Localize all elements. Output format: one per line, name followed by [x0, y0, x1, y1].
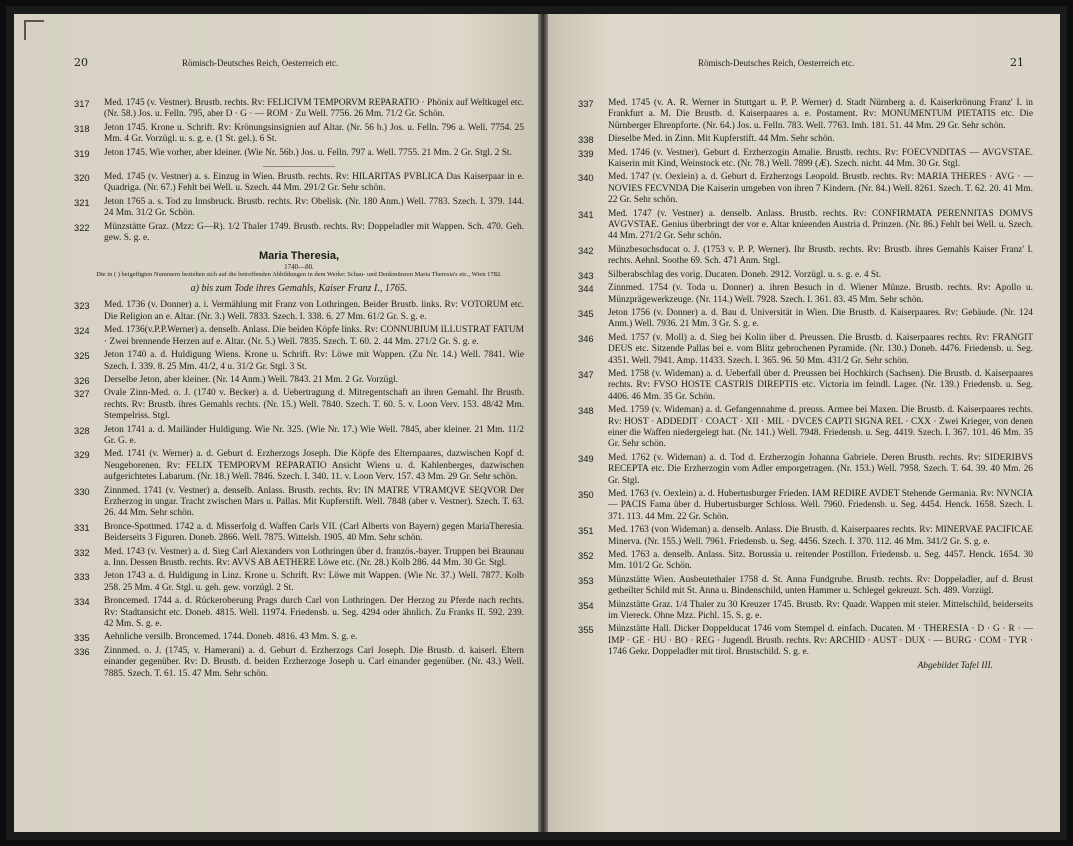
entry-number: 346: [578, 332, 594, 344]
entry-number: 329: [74, 449, 90, 461]
section-title: Maria Theresia,: [258, 250, 340, 263]
entry-number: 351: [578, 525, 594, 537]
entry-text: Bronce-Spottmed. 1742 a. d. Misserfolg d. Waffen Carls VII. (Carl Alberts von Bayern) gegen MariaTheresia. Beiderseits 3 Figuren. Doneb. 2866. Well. 7875. Wittelsb. 1905. 40 Mm. Sehr schön.: [104, 521, 524, 544]
entry-text: Med. 1747 (v. Oexlein) a. d. Geburt d. Erzherzogs Leopold. Brustb. rechts. Rv: MARIA THERES · AVG · — NOVIES FECVNDA Die Kaiserin umgeben von ihren 7 Kindern. (Nr. 84.) Well. 8261. Szech. T. 62. 20. 41 Mm. 22 Gr. Sehr schön.: [608, 172, 1033, 206]
catalog-entry: [578, 134, 1033, 145]
catalog-entry: [74, 172, 524, 195]
entry-text: Med. 1747 (v. Vestner) a. denselb. Anlass. Brustb. rechts. Rv: CONFIRMATA PERENNITAS DOMVS AVGVSTAE. Genius überbringt der vor e. Altar knieenden Austria d. Prinzen. (Nr. 86.) Fehlt bei Well. u. Szech. 44 Mm. 271/2 Gr. Sehr schön.: [608, 208, 1033, 242]
entry-number: 324: [74, 325, 90, 337]
entry-text: Münzstätte Graz. (Mzz: G—R). 1/2 Thaler 1749. Brustb. rechts. Rv: Doppeladler mit Wappen. Sch. 470. Geh. gew. S. g. e.: [104, 221, 524, 244]
catalog-entry: [578, 333, 1033, 367]
left-entries: [74, 98, 524, 682]
entry-number: 348: [578, 405, 594, 417]
entry-text: Med. 1763 (v. Oexlein) a. d. Hubertusburger Frieden. IAM REDIRE AVDET Stehende Germania. Rv: NVNCIA — PACIS Fama über d. Hubertusburger Schloss. Well. 7960. Friedensb. u. Seg. 4454. Henck. 1658. Szech. I. 371. 113. 44 Mm. 22 Gr. Schön.: [608, 489, 1033, 522]
entry-number: 343: [578, 269, 594, 281]
entry-number: 327: [74, 388, 90, 400]
entry-number: 354: [578, 599, 594, 611]
entry-text: Med. 1736 (v. Donner) a. i. Vermählung mit Franz von Lothringen. Beider Brustb. links. Rv: VOTORUM etc. Die Religion an e. Altar. (Nr. 3.) Well. 7833. Szech. I. 338. 6. 27 Mm. 61/2 Gr. S. g. e.: [104, 300, 524, 322]
entry-number: 337: [578, 98, 594, 109]
catalog-entry: [578, 525, 1033, 548]
entry-number: 341: [578, 208, 594, 220]
entry-text: Jeton 1745. Krone u. Schrift. Rv: Krönungsinsignien auf Altar. (Nr. 56 b.) Jos. u. Felln. 796 a. Well. 7754. 25 Mm. 4 Gr. Vorzügl. u. s. g. e. (1 St. gel.). 6 St.: [104, 122, 524, 145]
catalog-entry: [74, 148, 524, 159]
entry-text: Med. 1741 (v. Werner) a. d. Geburt d. Erzherzogs Joseph. Die Köpfe des Elternpaares, dazwischen Kopf d. Neugeborenen. Rv: FELIX TEMPORVM REPARATIO Ansicht Wiens u. d. Kahlenberges, dazwischen aufgerichtetes Labarum. (Nr. 18.) Well. 7846. Szech. I. 340. 11. v. Loon Verv. 157. 43 Mm. 29 Gr. Sehr schön.: [104, 449, 524, 483]
entry-text: Jeton 1745. Wie vorher, aber kleiner. (Wie Nr. 56b.) Jos. u. Felln. 797 a. Well. 7755. 21 Mm. 2 Gr. Stgl. 2 St.: [104, 147, 512, 158]
entry-text: Med. 1757 (v. Moll) a. d. Sieg bei Kolin über d. Preussen. Die Brustb. d. Kaiserpaares rechts. Rv: FRANGIT DEUS etc. Sitzende Pallas bei e. vom Blitz gebrochenen Pyramide. (Nr. 130.) Doneb. 4476. Friedensb. u. Seg. 4351. Well. 7941. Amp. 11433. Szech. I. 365. 96. 50 Mm. 431/2 Gr. Sehr schön.: [608, 332, 1033, 366]
entry-number: 326: [74, 374, 90, 386]
entry-text: Jeton 1740 a. d. Huldigung Wiens. Krone u. Schrift. Rv: Löwe mit Wappen. (Zu Nr. 14.) Well. 7841. Wie Szech. I. 339. 8. 25 Mm. 41/2, 4 u. 31/2 Gr. Stgl. 3 St.: [104, 350, 524, 372]
entry-text: Jeton 1765 a. s. Tod zu Innsbruck. Brustb. rechts. Rv: Obelisk. (Nr. 180 Anm.) Well. 7783. Szech. I. 379. 144. 24 Mm. 31/2 Gr. Schön.: [104, 196, 524, 219]
catalog-entry: [74, 632, 524, 643]
catalog-entry: [578, 369, 1033, 403]
illustration-note: Abgebildet Tafel III.: [917, 660, 993, 671]
section-note: Die in ( ) beigefügten Nummern beziehen sich auf die betreffenden Abbildungen in dem Werke: Schau- und Denkmünzen Maria Theresia's etc., Wien 1782.: [96, 271, 502, 279]
catalog-entry: [578, 209, 1033, 243]
entry-text: Med. 1759 (v. Wideman) a. d. Gefangennahme d. preuss. Armee bei Maxen. Die Brustb. d. Kaiserpaares rechts. Rv: HOST · ADDEDIT · COACT · XII · MIL · DVCES CAPTI SIGNA REL · CXX · Zwei Krieger, von denen einer die Waffen niedergelegt hat. (Nr. 141.) Well. 7948. Friedensb. u. Seg. 4419. Szech. I. 367. 101. 46 Mm. 35 Gr. Sehr schön.: [608, 405, 1033, 450]
entries-group-a: [74, 98, 524, 159]
page-number: 20: [74, 56, 88, 69]
catalog-entry: [74, 547, 524, 570]
catalog-entry: [578, 283, 1033, 306]
entry-text: Jeton 1756 (v. Donner) a. d. Bau d. Universität in Wien. Die Brustb. d. Kaiserpaares. Rv: Gebäude. (Nr. 124 Anm.) Well. 7936. 21 Mm. 3 Gr. S. g. e.: [608, 307, 1033, 330]
catalog-entry: [74, 425, 524, 448]
section-years: 1740—80.: [284, 263, 314, 272]
catalog-entry: [578, 270, 1033, 281]
catalog-entry: [578, 172, 1033, 206]
entry-number: 328: [74, 424, 90, 436]
catalog-entry: [74, 388, 524, 422]
section-subtitle: a) bis zum Tode ihres Gemahls, Kaiser Franz I., 1765.: [190, 283, 408, 295]
entry-text: Aehnliche versilb. Broncemed. 1744. Doneb. 4816. 43 Mm. S. g. e.: [104, 632, 358, 643]
entry-text: Münzbesuchsducat o. J. (1753 v. P. P. Werner). Ihr Brustb. rechts. Rv: Brustb. ihres Gemahls Kaiser Franz' I. rechts. Aehnl. Soothe 69. Sch. 471 Anm. Stgl.: [608, 244, 1033, 267]
catalog-entry: [578, 550, 1033, 573]
catalog-entry: [74, 325, 524, 348]
entry-number: 338: [578, 134, 594, 146]
catalog-entry: [74, 197, 524, 220]
entry-number: 323: [74, 300, 90, 312]
catalog-entry: [74, 486, 524, 520]
entries-group-b: [74, 172, 524, 244]
catalog-entry: [74, 449, 524, 483]
entry-text: Med. 1763 (von Wideman) a. denselb. Anlass. Die Brustb. d. Kaiserpaares rechts. Rv: MINERVAE PACIFICAE Minerva. (Nr. 155.) Well. 7961. Friedensb. u. Seg. 4456. Szech. I. 370. 112. 46 Mm. 341/2 Gr. S. g. e.: [608, 525, 1033, 547]
entry-text: Derselbe Jeton, aber kleiner. (Nr. 14 Anm.) Well. 7843. 21 Mm. 2 Gr. Vorzügl.: [104, 374, 398, 385]
catalog-entry: [578, 624, 1033, 658]
entry-number: 352: [578, 550, 594, 562]
entry-number: 325: [74, 350, 90, 362]
entry-number: 347: [578, 368, 594, 380]
left-page: [14, 14, 538, 832]
entry-text: Silberabschlag des vorig. Ducaten. Doneb. 2912. Vorzügl. u. s. g. e. 4 St.: [608, 269, 882, 280]
entry-text: Jeton 1741 a. d. Mailänder Huldigung. Wie Nr. 325. (Wie Nr. 17.) Wie Well. 7845, aber kleiner. 21 Mm. 11/2 Gr. G. e.: [104, 424, 524, 446]
entry-text: Zinnmed. 1741 (v. Vestner) a. denselb. Anlass. Brustb. rechts. Rv: IN MATRE VTRAMQVE SEQVOR Der Erzherzog in ungar. Tracht zwischen Mars u. Pallas. Mit Kupferstift. Well. 7848 (aber v. Vestner). Szech. T. 63. 26. 44 Mm. Sehr schön.: [104, 485, 524, 519]
running-head: Römisch-Deutsches Reich, Oesterreich etc.: [182, 58, 339, 68]
catalog-entry: [74, 375, 524, 386]
catalog-entry: [578, 600, 1033, 623]
entry-text: Münzstätte Hall. Dicker Doppelducat 1746 vom Stempel d. einfach. Ducaten. M · THERESIA · D · G · R · — IMP · GE · HU · BO · REG · Jugendl. Brustb. rechts. Rv: ARCHID · AUST · DUX · — BURG · COM · TYR · 1746 Gekr. Doppeladler mit tirol. Brustschild. S. g. e.: [608, 624, 1033, 658]
catalog-entry: [578, 575, 1033, 598]
entry-text: Med. 1745 (v. Vestner) a. s. Einzug in Wien. Brustb. rechts. Rv: HILARITAS PVBLICA Das Kaiserpaar in e. Quadriga. (Nr. 67.) Fehlt bei Well. u. Szech. 44 Mm. 291/2 Gr. Sehr schön.: [104, 172, 524, 194]
entry-text: Med. 1762 (v. Wideman) a. d. Tod d. Erzherzogin Johanna Gabriele. Deren Brustb. rechts. Rv: SIDERIBVS RECEPTA etc. Die Erzherzogin vom Adler emporgetragen. (Nr. 153.) Well. 7958. Szech. T. 64. 39. 40 Mm. 26 Gr. Stgl.: [608, 452, 1033, 486]
right-page: [548, 14, 1060, 832]
entry-number: 319: [74, 147, 90, 159]
entry-text: Münzstätte Wien. Ausbeutethaler 1758 d. St. Anna Fundgrube. Brustb. rechts. Rv: Doppeladler, auf d. Brust getheilter Schild mit St. Anna u. Bindenschild, unten Hammer u. Schlegel gekreuzt. Sch. 489. Vorzügl.: [608, 574, 1033, 597]
catalog-entry: [74, 350, 524, 373]
entry-number: 339: [578, 147, 594, 159]
entry-number: 317: [74, 98, 90, 109]
catalog-entry: [74, 596, 524, 630]
entries-list: [578, 98, 1033, 659]
catalog-entry: [74, 646, 524, 680]
entry-text: Med. 1736(v.P.P.Werner) a. denselb. Anlass. Die beiden Köpfe links. Rv: CONNUBIUM ILLUSTRAT FATUM · Zwei brennende Herzen auf e. Altar. (Nr. 5.) Well. 7835. Szech. T. 60. 2. 44 Mm. 271/2 Gr. S. g. e.: [104, 325, 524, 347]
entry-number: 344: [578, 283, 594, 295]
catalog-entry: [74, 222, 524, 245]
entry-number: 342: [578, 244, 594, 256]
entry-number: 332: [74, 546, 90, 558]
catalog-entry: [578, 148, 1033, 171]
entry-text: Med. 1743 (v. Vestner) a. d. Sieg Carl Alexanders von Lothringen über d. französ.-bayer. Truppen bei Braunau a. Inn. Dessen Brustb. rechts. Rv: AVVS AB AETHERE Löwe etc. (Nr. 28.) Kolb 286. 44 Mm. 30 Gr. Stgl.: [104, 546, 524, 568]
catalog-entry: [74, 522, 524, 545]
entry-text: Broncemed. 1744 a. d. Rückeroberung Prags durch Carl von Lothringen. Der Herzog zu Pferde nach rechts. Rv: Stadtansicht etc. Doneb. 4815. Well. 11974. Friedensb. u. Seg. 4294 oder ähnlich. Zu Franks II. 592. 239. 42 Mm. S. g. e.: [104, 596, 524, 630]
entry-text: Med. 1746 (v. Vestner). Geburt d. Erzherzogin Amalie. Brustb. rechts. Rv: FOECVNDITAS — AVGVSTAE. Kaiserin mit Kind, Weinstock etc. (Nr. 78.) Well. 7899 (Æ). Szech. nicht. 44 Mm. 30 Gr. Stgl.: [608, 147, 1033, 170]
entry-text: Jeton 1743 a. d. Huldigung in Linz. Krone u. Schrift. Rv: Löwe mit Wappen. (Wie Nr. 37.) Well. 7877. Kolb 258. 25 Mm. 4 Gr. Stgl. u. geh. gew. vorzügl. 2 St.: [104, 571, 524, 593]
entry-text: Zinnmed. 1754 (v. Toda u. Donner) a. ihren Besuch in d. Wiener Münze. Brustb. rechts. Rv: Apollo u. Münzprägewerkzeuge. (Nr. 114.) Well. 7928. Szech. I. 361. 83. 45 Mm. Sehr schön.: [608, 283, 1033, 305]
entry-number: 355: [578, 624, 594, 636]
entry-number: 336: [74, 645, 90, 657]
entry-text: Zinnmed. o. J. (1745, v. Hamerani) a. d. Geburt d. Erzherzogs Carl Joseph. Die Brustb. d. kaiserl. Eltern einander gegenüber. Rv: D. Brustb. d. beiden Erzherzoge Joseph u. Carl einander gegenüber. (Nr. 43.) Well. 7885. Szech. T. 61. 15. 47 Mm. Sehr schön.: [104, 645, 524, 679]
entry-number: 335: [74, 632, 90, 644]
entry-text: Med. 1745 (v. A. R. Werner in Stuttgart u. P. P. Werner) d. Stadt Nürnberg a. d. Kaiserkrönung Franz' I. in Frankfurt a. M. Die Brustb. d. Kaiserpaares a. e. Postament. Rv: MONUMENTUM PIETATIS etc. Die Nürnberger Ehrenpforte. (Nr. 64.) Jos. u. Felln. 783. Well. 7763. Imh. 181. 51. 44 Mm. 29 Gr. Sehr schön.: [608, 98, 1033, 131]
catalog-entry: [578, 405, 1033, 451]
entry-number: 353: [578, 574, 594, 586]
entry-number: 331: [74, 521, 90, 533]
entry-number: 322: [74, 221, 90, 233]
entry-text: Münzstätte Graz. 1/4 Thaler zu 30 Kreuzer 1745. Brustb. Rv: Quadr. Wappen mit steier. Mittelschild, beiderseits im Viereck. Ohne Mzz. Pichl. 15. S. g. e.: [608, 599, 1033, 622]
corner-mark: [24, 20, 44, 40]
catalog-entry: [578, 245, 1033, 268]
entry-number: 350: [578, 489, 594, 500]
entry-text: Med. 1763 a. denselb. Anlass. Sitz. Borussia u. reitender Postillon. Friedensb. u. Seg. 4457. Henck. 1654. 30 Mm. 101/2 Gr. Schön.: [608, 550, 1033, 572]
entry-text: Med. 1745 (v. Vestner). Brustb. rechts. Rv: FELICIVM TEMPORVM REPARATIO · Phönix auf Weltkugel etc. (Nr. 58.) Jos. u. Felln. 795, aber D · G · — ROM · Zu Well. 7756. 26 Mm. 71/2 Gr. Schön.: [104, 98, 524, 120]
running-head: Römisch-Deutsches Reich, Oesterreich etc.: [698, 58, 855, 68]
page-number: 21: [1010, 56, 1024, 69]
separator-rule: —————————: [263, 161, 335, 171]
catalog-entry: [578, 453, 1033, 487]
catalog-entry: [578, 489, 1033, 523]
entry-number: 334: [74, 596, 90, 608]
catalog-entry: [74, 123, 524, 146]
entries-group-c: [74, 300, 524, 680]
book-gutter: [538, 14, 548, 832]
entry-text: Ovale Zinn-Med. o. J. (1740 v. Becker) a. d. Uebertragung d. Mitregentschaft an ihren Gemahl. Ihr Brustb. rechts. Rv: Brustb. ihres Gemahls rechts. (Nr. 15.) Well. 7840. Szech. T. 60. 5. v. Loon Verv. 153. 48/42 Mm. Stempelriss. Stgl.: [104, 388, 524, 422]
entry-text: Dieselbe Med. in Zinn. Mit Kupferstift. 44 Mm. Sehr schön.: [608, 134, 835, 145]
entry-number: 333: [74, 571, 90, 583]
entry-number: 320: [74, 172, 90, 184]
entry-number: 349: [578, 452, 594, 464]
entry-text: Med. 1758 (v. Wideman) a. d. Ueberfall über d. Preussen bei Hochkirch (Sachsen). Die Brustb. d. Kaiserpaares rechts. Rv: FVSO HOSTE CASTRIS DIREPTIS etc. Victoria im feindl. Lager. (Nr. 139.) Friedensb. u. Seg. 4406. 46 Mm. 35 Gr. Schön.: [608, 368, 1033, 402]
catalog-entry: [74, 98, 524, 121]
entry-number: 340: [578, 172, 594, 184]
catalog-entry: [578, 308, 1033, 331]
catalog-entry: [74, 571, 524, 594]
entry-number: 321: [74, 196, 90, 208]
catalog-entry: [74, 300, 524, 323]
entry-number: 318: [74, 122, 90, 134]
right-entries: [578, 98, 1033, 672]
catalog-entry: [578, 98, 1033, 132]
entry-number: 345: [578, 307, 594, 319]
entry-number: 330: [74, 485, 90, 497]
